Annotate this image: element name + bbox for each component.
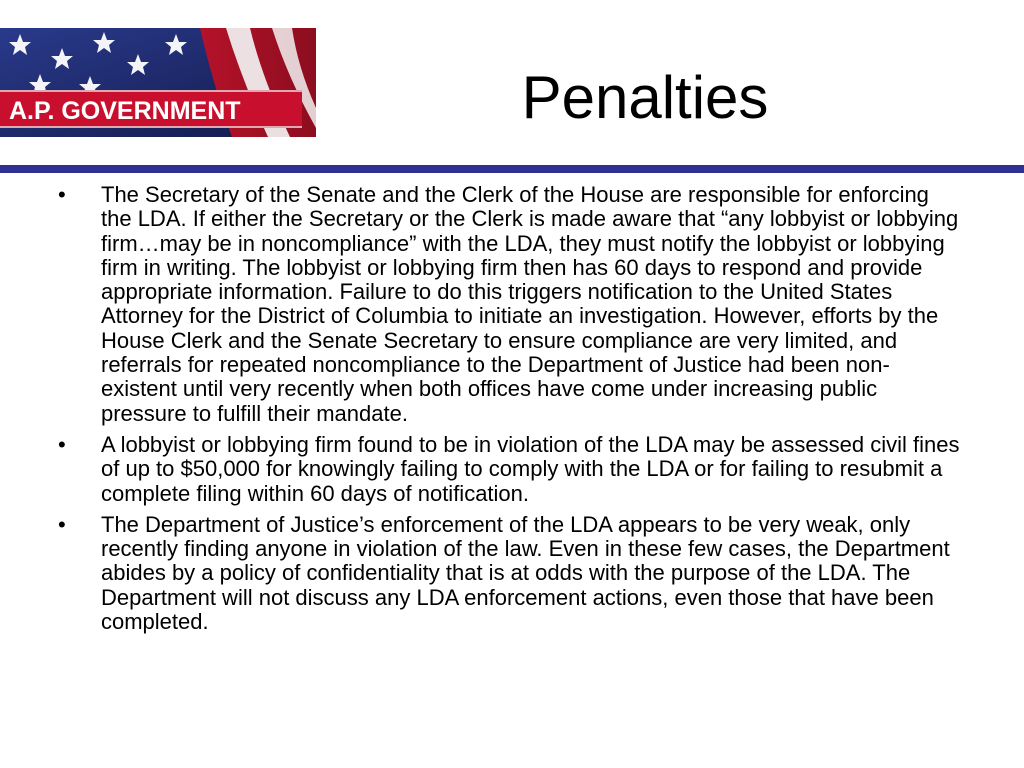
bullet-marker: • [58,431,66,457]
bullet-item [57,433,962,506]
bullet-marker: • [58,511,66,537]
logo-text: A.P. GOVERNMENT [9,97,241,125]
bullet-text: The Secretary of the Senate and the Clerk of the House are responsible for enforcing the LDA. If either the Secretary or the Clerk is made aware that “any lobbyist or lobbying firm…may be in noncompliance” with the LDA, they must notify the lobbyist or lobbying firm in writing. The lobbyist or lobbying firm then has 60 days to respond and provide appropriate information. Failure to do this triggers notification to the United States Attorney for the District of Columbia to initiate an investigation. However, efforts by the House Clerk and the Senate Secretary to ensure compliance are very limited, and referrals for repeated noncompliance to the Department of Justice had been non-existent until very recently when both offices have come under increasing public pressure to fulfill their mandate. [101,182,959,426]
bullet-item [57,183,962,426]
ap-government-logo [0,28,316,137]
bullet-text: The Department of Justice’s enforcement of the LDA appears to be very weak, only recently finding anyone in violation of the law. Even in these few cases, the Department abides by a policy of confidentiality that is at odds with the purpose of the LDA. The Department will not discuss any LDA enforcement actions, even those that have been completed. [101,511,950,635]
title-divider [0,165,1024,173]
bullet-text: A lobbyist or lobbying firm found to be in violation of the LDA may be assessed civil fines of up to $50,000 for knowingly failing to comply with the LDA or for failing to resubmit a complete filing within 60 days of notification. [101,431,960,506]
bullet-item [57,513,962,634]
bullet-marker: • [58,182,66,207]
bullet-list [57,183,962,641]
slide-title: Penalties [521,64,769,131]
